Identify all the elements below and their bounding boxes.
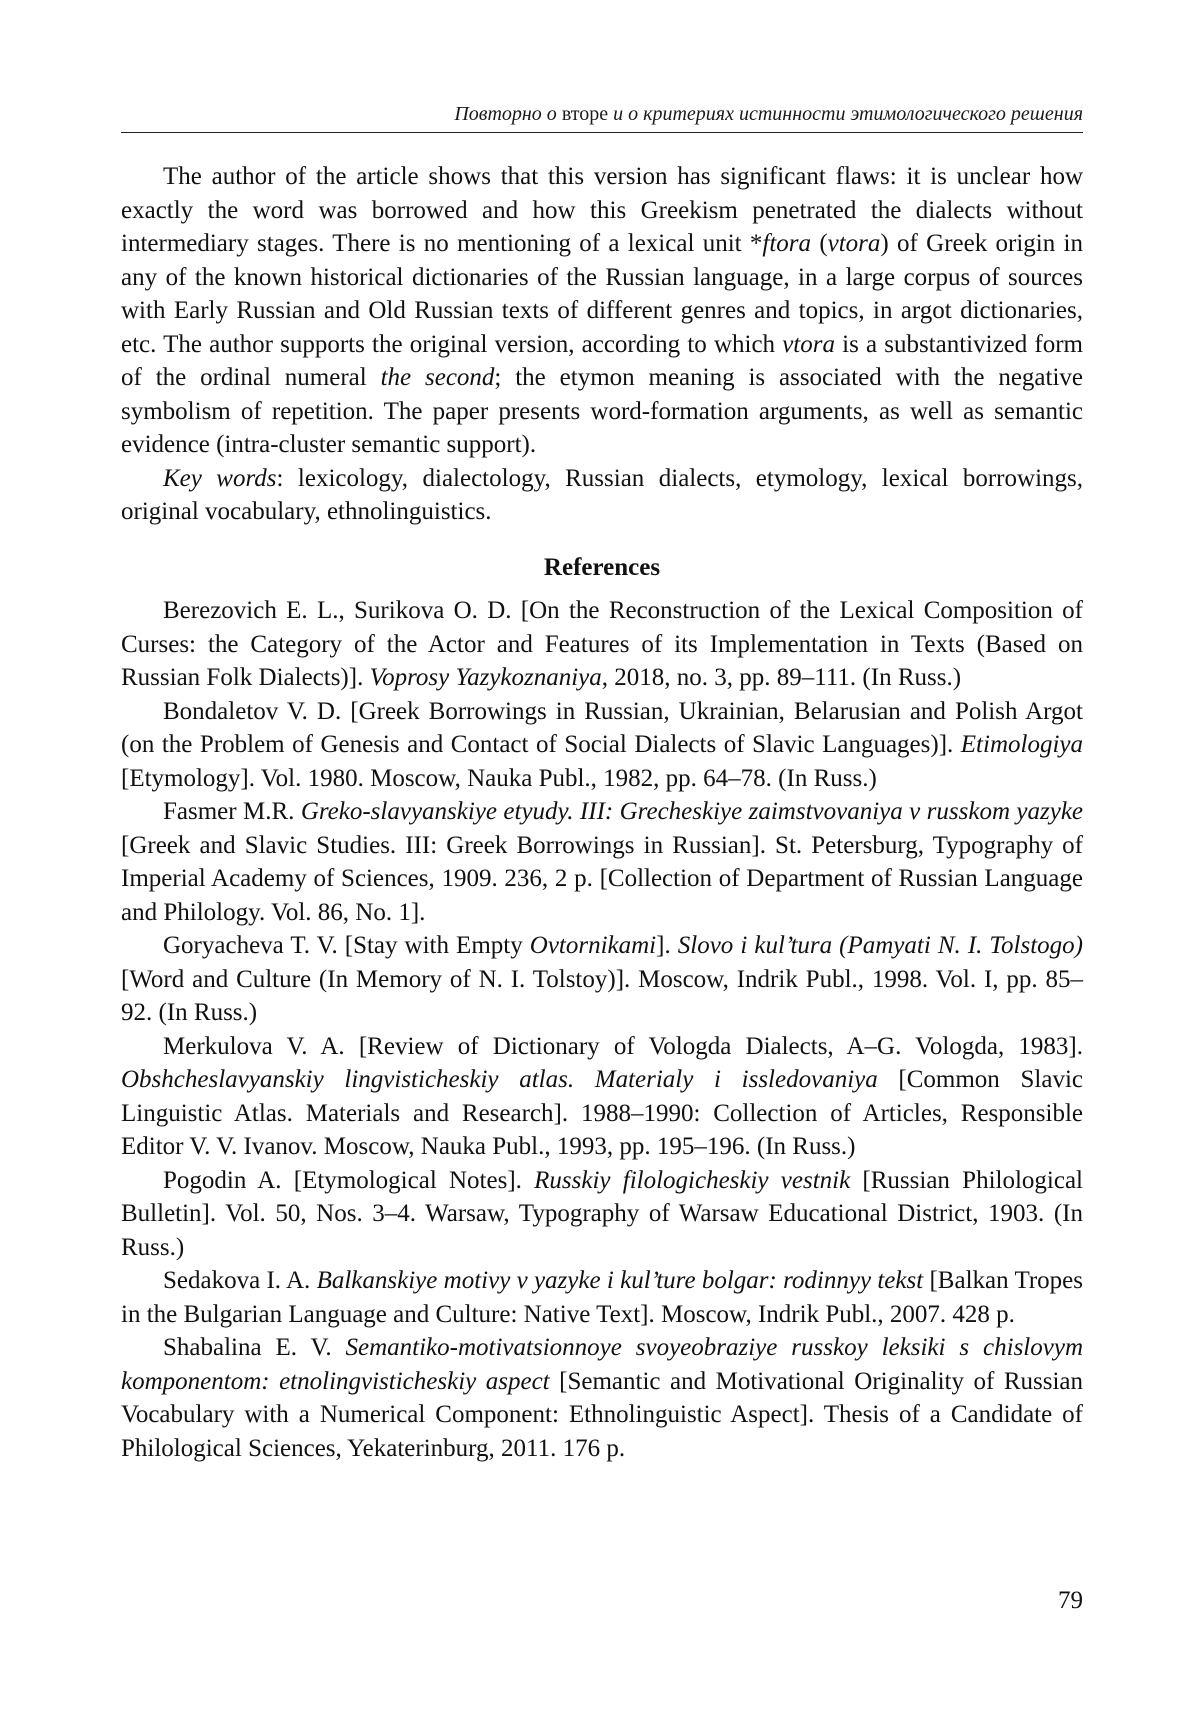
italic-run: Voprosy Yazykoznaniya xyxy=(369,664,602,691)
italic-run: vtora xyxy=(782,330,835,358)
header-rule xyxy=(121,132,1083,133)
text-run: [Balkan Tropes in the Bulgarian Language and Culture: Native Text]. Moscow, Indrik Publ., 2007. 428 p. xyxy=(121,1267,1084,1328)
text-run: Bondaletov V. D. [Greek Borrowings in Russian, Ukrainian, Belarusian and Polish Argot (on the Problem of Genesis and Contact of Social Dialects of Slavic Languages)]. xyxy=(121,697,1083,758)
keywords-paragraph xyxy=(121,462,1083,529)
italic-run: Ovtornikami xyxy=(529,932,657,959)
italic-run: Etimologiya xyxy=(960,731,1083,758)
italic-run: Russkiy filologicheskiy vestnik xyxy=(534,1166,851,1194)
text-run: is a substantivized form of the ordinal numeral xyxy=(121,330,1083,391)
text-run: Sedakova I. A. xyxy=(163,1267,317,1294)
text-run: , 2018, no. 3, pp. 89–111. (In Russ.) xyxy=(601,664,962,691)
text-run: Pogodin A. [Etymological Notes]. xyxy=(163,1166,535,1194)
text-run: The author of the article shows that this version has significant flaws: it is unclear how exactly the word was borrowed and how this Greekism penetrated the dialects without intermediary stages. There is no mentioning of a lexical unit * xyxy=(121,163,1083,257)
text-run: [Greek and Slavic Studies. III: Greek Borrowings in Russian]. St. Petersburg, Typography of Imperial Academy of Sciences, 1909. 236, 2 p. [Collection of Department of Russian Language and Philology. Vol. 86, No. 1]. xyxy=(121,831,1083,926)
text-run: ) of Greek origin in any of the known historical dictionaries of the Russian language, in a large corpus of sources with Early Russian and Old Russian texts of different genres and topics, in argot dictionaries, etc. The author supports the original version, according to which xyxy=(121,230,1083,358)
italic-run: the second xyxy=(380,364,495,391)
italic-run: vtora xyxy=(827,230,881,257)
reference-entry xyxy=(121,594,1083,695)
references-heading: References xyxy=(543,553,661,581)
reference-entry xyxy=(121,1331,1083,1465)
reference-entry xyxy=(121,1030,1083,1164)
abstract-paragraph xyxy=(121,160,1083,462)
reference-entry xyxy=(121,695,1083,796)
reference-entry xyxy=(121,1264,1083,1331)
italic-run: Obshcheslavyanskiy lingvisticheskiy atlas. Materialy i issledovaniya xyxy=(121,1066,878,1093)
reference-entry xyxy=(121,929,1083,1030)
text-run: [Etymology]. Vol. 1980. Moscow, Nauka Publ., 1982, pp. 64–78. (In Russ.) xyxy=(121,764,877,792)
text-run: вторе xyxy=(561,103,609,125)
text-run: [Semantic and Motivational Originality of Russian Vocabulary with a Numerical Component: Ethnolinguistic Aspect]. Thesis of a Candidate of Philological Sciences, Yekaterinburg, 2011. 176 p. xyxy=(121,1367,1083,1462)
reference-entry xyxy=(121,1164,1083,1265)
text-run: [Russian Philological Bulletin]. Vol. 50, Nos. 3–4. Warsaw, Typography of Warsaw Educational District, 1903. (In Russ.) xyxy=(121,1166,1083,1261)
text-run: [Common Slavic Linguistic Atlas. Materials and Research]. 1988–1990: Collection of Articles, Responsible Editor V. V. Ivanov. Moscow, Nauka Publ., 1993, pp. 195–196. (In Russ.) xyxy=(121,1066,1083,1160)
reference-entry xyxy=(121,795,1083,929)
italic-run: Повторно о xyxy=(454,103,562,125)
italic-run: Balkanskiye motivy v yazyke i kul’ture bolgar: rodinnyy tekst xyxy=(316,1267,924,1294)
text-run: Shabalina E. V. xyxy=(163,1334,346,1361)
italic-run: Semantiko-motivatsionnoye svoyeobraziye russkoy leksiki s chislovym komponentom: etnolingvisticheskiy aspect xyxy=(121,1334,1083,1395)
references-list xyxy=(121,594,1083,1465)
italic-run: ftora xyxy=(762,230,812,257)
running-title xyxy=(121,101,1083,127)
text-run: Fasmer M.R. xyxy=(163,798,301,825)
text-run: Berezovich E. L., Surikova O. D. [On the Reconstruction of the Lexical Composition of Curses: the Category of the Actor and Features of its Implementation in Texts (Based on Russian Folk Dialects)]. xyxy=(121,597,1083,691)
text-run: [Word and Culture (In Memory of N. I. Tolstoy)]. Moscow, Indrik Publ., 1998. Vol. I, pp. 85–92. (In Russ.) xyxy=(121,965,1083,1026)
text-run: Merkulova V. A. [Review of Dictionary of Vologda Dialects, A–G. Vologda, 1983]. xyxy=(163,1032,1083,1060)
italic-run: и о критериях истинности этимологического решения xyxy=(608,103,1083,125)
text-run: ( xyxy=(811,230,828,257)
italic-run: Key words xyxy=(163,464,277,492)
italic-run: Slovo i kul’tura (Pamyati N. I. Tolstogo) xyxy=(677,932,1083,959)
article-body xyxy=(121,160,1083,1465)
text-run: Goryacheva T. V. [Stay with Empty xyxy=(163,932,530,959)
italic-run: Greko-slavyanskiye etyudy. III: Grecheskiye zaimstvovaniya v russkom yazyke xyxy=(300,798,1084,825)
text-run: : lexicology, dialectology, Russian dialects, etymology, lexical borrowings, original vocabulary, ethnolinguistics. xyxy=(121,464,1083,525)
text-run: ; the etymon meaning is associated with the negative symbolism of repetition. The paper presents word-formation arguments, as well as semantic evidence (intra-cluster semantic support). xyxy=(121,364,1084,458)
page-number: 79 xyxy=(1058,1587,1083,1614)
text-run: ]. xyxy=(656,932,678,959)
